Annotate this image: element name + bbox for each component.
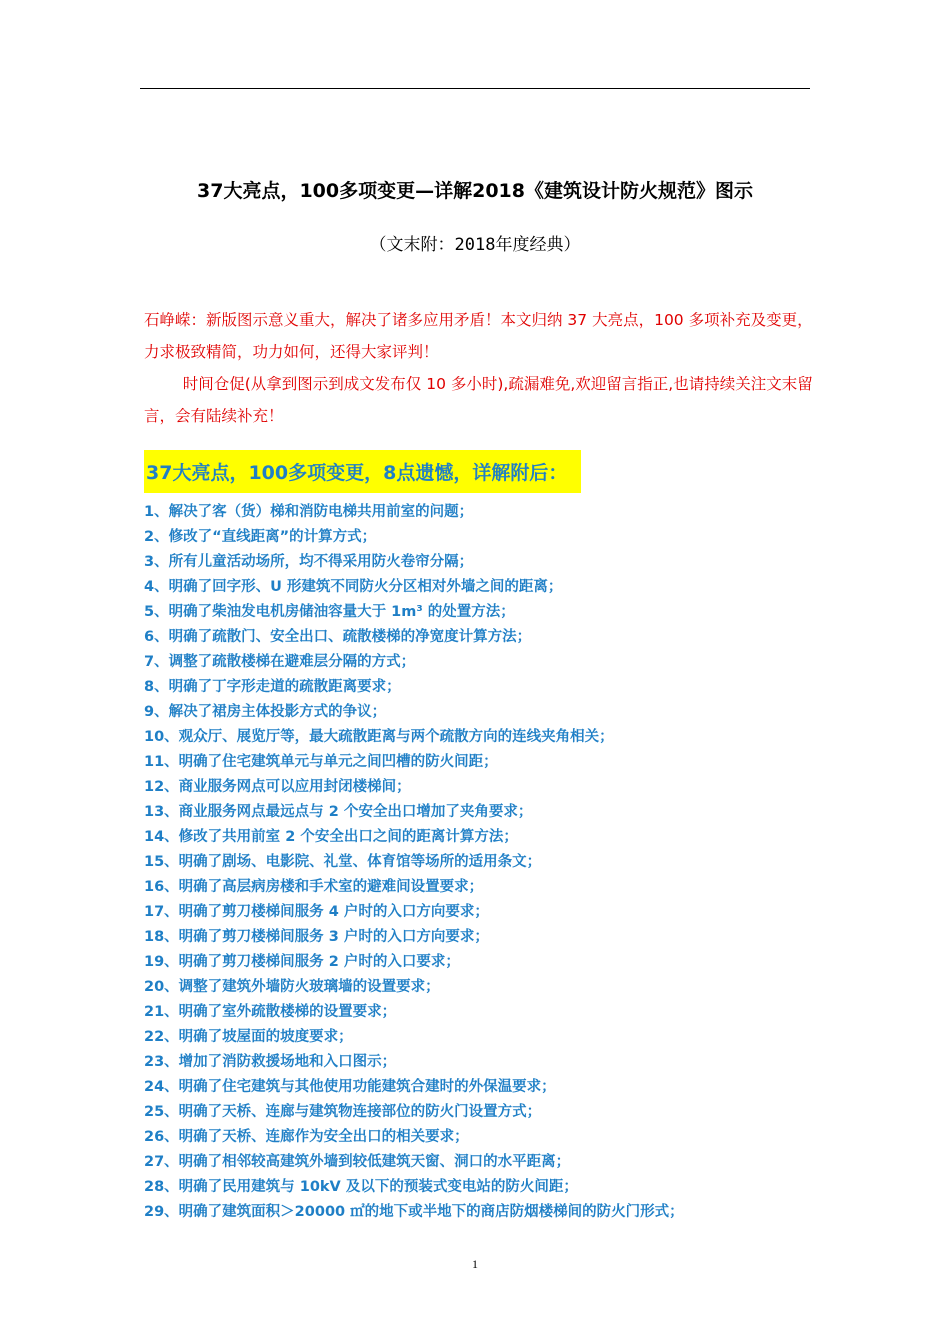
- list-item: 28、明确了民用建筑与 10kV 及以下的预装式变电站的防火间距；: [144, 1179, 578, 1195]
- list-item: 1、解决了客（货）梯和消防电梯共用前室的问题；: [144, 504, 474, 520]
- list-item: 21、明确了室外疏散楼梯的设置要求；: [144, 1004, 397, 1020]
- list-item: 2、修改了“直线距离”的计算方式；: [144, 529, 377, 545]
- list-item: 16、明确了高层病房楼和手术室的避难间设置要求；: [144, 879, 484, 895]
- list-item: 11、明确了住宅建筑单元与单元之间凹槽的防火间距；: [144, 754, 498, 770]
- list-item: 24、明确了住宅建筑与其他使用功能建筑合建时的外保温要求；: [144, 1079, 556, 1095]
- list-item: 3、所有儿童活动场所，均不得采用防火卷帘分隔；: [144, 554, 474, 570]
- list-item: 15、明确了剧场、电影院、礼堂、体育馆等场所的适用条文；: [144, 854, 542, 870]
- list-item: 4、明确了回字形、U 形建筑不同防火分区相对外墙之间的距离；: [144, 579, 563, 595]
- list-item: 18、明确了剪刀楼梯间服务 3 户时的入口方向要求；: [144, 929, 489, 945]
- intro-paragraph-2: 时间仓促(从拿到图示到成文发布仅 10 多小时),疏漏难免,欢迎留言指正,也请持续关注文末留言，会有陆续补充！: [144, 375, 813, 425]
- list-item: 14、修改了共用前室 2 个安全出口之间的距离计算方法；: [144, 829, 518, 845]
- list-item: 7、调整了疏散楼梯在避难层分隔的方式；: [144, 654, 416, 670]
- author-intro: [144, 304, 814, 432]
- header-rule: [140, 88, 810, 89]
- list-item: 12、商业服务网点可以应用封闭楼梯间；: [144, 779, 411, 795]
- list-item: 9、解决了裙房主体投影方式的争议；: [144, 704, 387, 720]
- list-item: 17、明确了剪刀楼梯间服务 4 户时的入口方向要求；: [144, 904, 489, 920]
- list-item: 20、调整了建筑外墙防火玻璃墙的设置要求；: [144, 979, 440, 995]
- list-item: 5、明确了柴油发电机房储油容量大于 1m³ 的处置方法；: [144, 604, 515, 620]
- list-item: 6、明确了疏散门、安全出口、疏散楼梯的净宽度计算方法；: [144, 629, 532, 645]
- list-item: 27、明确了相邻较高建筑外墙到较低建筑天窗、洞口的水平距离；: [144, 1154, 571, 1170]
- list-item: 13、商业服务网点最远点与 2 个安全出口增加了夹角要求；: [144, 804, 533, 820]
- list-item: 22、明确了坡屋面的坡度要求；: [144, 1029, 353, 1045]
- list-item: 19、明确了剪刀楼梯间服务 2 户时的入口要求；: [144, 954, 460, 970]
- highlights-list: [144, 500, 824, 1225]
- list-item: 23、增加了消防救援场地和入口图示；: [144, 1054, 397, 1070]
- document-subtitle: （文末附：2018年度经典）: [369, 235, 581, 255]
- list-item: 25、明确了天桥、连廊与建筑物连接部位的防火门设置方式；: [144, 1104, 542, 1120]
- list-item: 10、观众厅、展览厅等，最大疏散距离与两个疏散方向的连线夹角相关；: [144, 729, 614, 745]
- intro-paragraph-1: 石峥嵘：新版图示意义重大，解决了诸多应用矛盾！本文归纳 37 大亮点，100 多项补充及变更，力求极致精简，功力如何，还得大家评判！: [144, 311, 813, 361]
- list-item: 26、明确了天桥、连廊作为安全出口的相关要求；: [144, 1129, 469, 1145]
- highlight-heading: 37大亮点，100多项变更，8点遗憾，详解附后：: [144, 450, 581, 493]
- list-item: 8、明确了丁字形走道的疏散距离要求；: [144, 679, 401, 695]
- list-item: 29、明确了建筑面积＞20000 ㎡的地下或半地下的商店防烟楼梯间的防火门形式；: [144, 1204, 684, 1220]
- highlight-heading-wrap: [144, 450, 581, 493]
- document-title: 37大亮点，100多项变更—详解2018《建筑设计防火规范》图示: [197, 180, 753, 202]
- page-number: 1: [472, 1257, 478, 1271]
